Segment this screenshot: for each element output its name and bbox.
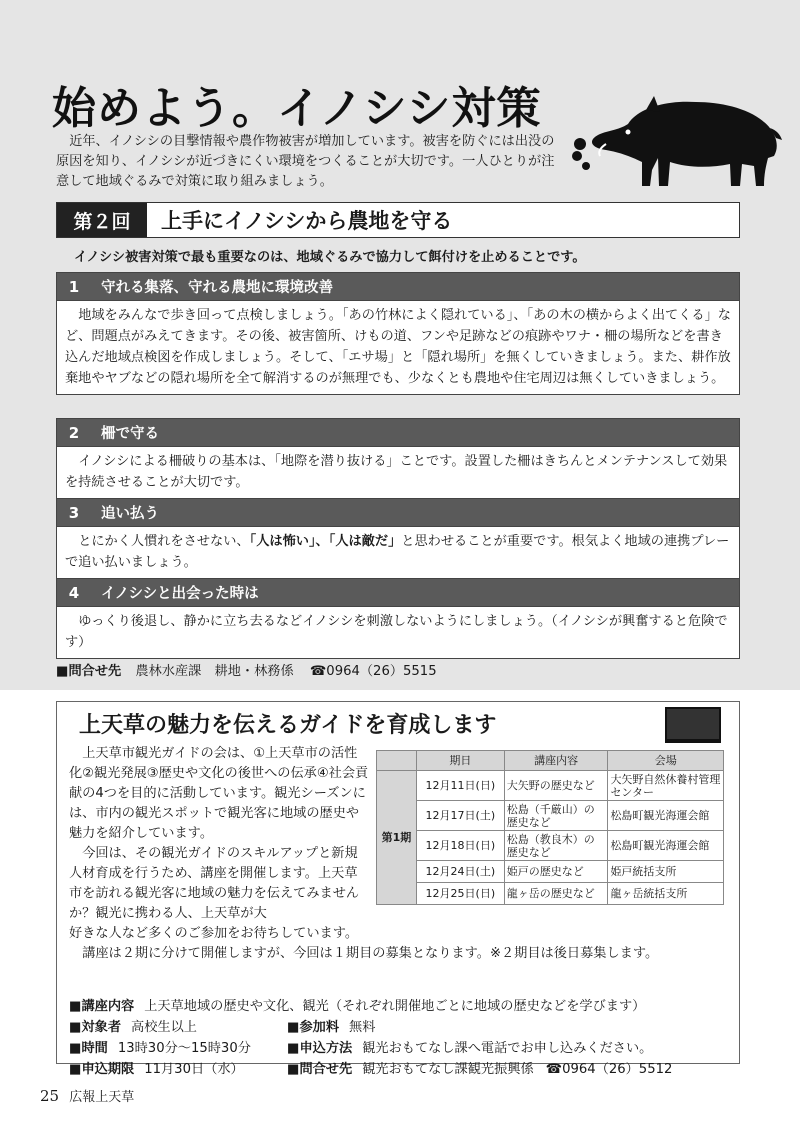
page-number: 25 [40, 1087, 60, 1105]
tip-number: 1 [68, 277, 80, 296]
info-value: 上天草地域の歴史や文化、観光（それぞれ開催地ごとに地域の歴史などを学びます） [144, 999, 646, 1014]
content-cell: 大矢野の歴史など [504, 771, 608, 801]
intro-paragraph: 近年、イノシシの目撃情報や農作物被害が増加しています。被害を防ぐには出没の原因を知り、イノシシが近づきにくい環境をつくることが大切です。一人ひとりが注意して地域ぐるみで対策に取り組みましょう。 [56, 134, 555, 189]
venue-cell: 大矢野自然休養村管理センター [608, 771, 724, 801]
schedule-table [376, 750, 724, 905]
guide-title: 上天草の魅力を伝えるガイドを育成します [79, 713, 497, 738]
table-header-date: 期日 [416, 751, 504, 771]
table-row [377, 801, 724, 831]
course-info [69, 996, 729, 1080]
content-cell: 龍ヶ岳の歴史など [504, 883, 608, 905]
info-label: ■対象者 [69, 1020, 122, 1035]
info-label: ■申込期限 [69, 1062, 135, 1077]
venue-cell: 姫戸統括支所 [608, 861, 724, 883]
tip-box-header [57, 419, 739, 447]
tip-body: イノシシによる柵破りの基本は、「地際を潜り抜ける」ことです。設置した柵はきちんとメンテナンスして効果を持続させることが大切です。 [65, 454, 728, 490]
guide-article [56, 701, 740, 1077]
contact-label: ■問合せ先 [56, 664, 122, 679]
tip-box-2 [56, 418, 740, 499]
info-value: 観光おもてなし課へ電話でお申し込みください。 [362, 1041, 653, 1056]
info-value: 高校生以上 [131, 1020, 197, 1035]
table-row [377, 771, 724, 801]
tip-box-4 [56, 578, 740, 659]
info-row [69, 996, 729, 1017]
section-number: 第２回 [57, 203, 147, 237]
info-value: 13時30分～15時30分 [117, 1041, 251, 1056]
contact-phone: ☎0964（26）5515 [309, 664, 437, 679]
info-value: 観光おもてなし課観光振興係 [362, 1062, 534, 1077]
blackboard-illustration [665, 707, 721, 743]
page-title: 始めよう。イノシシ対策 [52, 83, 542, 134]
section-title: 上手にイノシシから農地を守る [161, 209, 453, 233]
guide-note: 講座は２期に分けて開催しますが、今回は１期目の募集となります。※２期目は後日募集します。 [82, 946, 659, 961]
section-header [56, 202, 740, 238]
tip-number: 4 [68, 583, 80, 602]
table-header-content: 講座内容 [504, 751, 608, 771]
date-cell: 12月25日(日) [416, 883, 504, 905]
tip-body: ゆっくり後退し、静かに立ち去るなどイノシシを刺激しないようにしましょう。（イノシシが興奮すると危険です） [65, 614, 728, 650]
section-lead: イノシシ被害対策で最も重要なのは、地域ぐるみで協力して餌付けを止めることです。 [74, 250, 586, 265]
tip-box-header [57, 499, 739, 527]
contact-info [56, 660, 437, 679]
publication-name: 広報上天草 [69, 1090, 135, 1105]
guide-body-continued [69, 924, 729, 964]
info-label: ■時間 [69, 1041, 108, 1056]
info-label: ■申込方法 [287, 1041, 353, 1056]
tip-number: 2 [68, 423, 80, 442]
tip-box-header [57, 579, 739, 607]
tip-title: 柵で守る [101, 426, 159, 442]
contact-department: 農林水産課 耕地・林務係 [135, 664, 294, 679]
content-cell: 松島（千厳山）の歴史など [504, 801, 608, 831]
table-header-venue: 会場 [608, 751, 724, 771]
tip-title: イノシシと出会った時は [101, 586, 259, 602]
guide-paragraph: 今回は、その観光ガイドのスキルアップと新規人材育成を行うため、講座を開催します。上天草市を訪れる観光客に地域の魅力を伝えてみませんか？観光に携わる人、上天草が大 [69, 846, 360, 921]
date-cell: 12月24日(土) [416, 861, 504, 883]
tip-body-text: と思わせることが重要です。根気よく地域の連携プレーで追い払いましょう。 [65, 534, 730, 570]
info-label: ■参加料 [287, 1020, 340, 1035]
info-label: ■講座内容 [69, 999, 135, 1014]
tip-number: 3 [68, 503, 80, 522]
tip-box-header [57, 273, 739, 301]
wild-boar-illustration [570, 86, 784, 194]
info-phone: ☎0964（26）5512 [545, 1062, 673, 1077]
tip-body [57, 527, 739, 578]
info-row [69, 1059, 729, 1080]
table-row [377, 883, 724, 905]
date-cell: 12月11日(日) [416, 771, 504, 801]
tip-body: 地域をみんなで歩き回って点検しましょう。「あの竹林によく隠れている」、「あの木の横からよく出てくる」など、問題点がみえてきます。その後、被害箇所、けもの道、フンや足跡などの痕跡やワナ・柵の場所などを書き込んだ地域点検図を作成しましょう。そして、「エサ場」と「隠れ場所」を無くしていきましょう。また、耕作放棄地やヤブなどの隠れ場所を全て解消するのが無理でも、少なくとも農地や住宅周辺は無くしていきましょう。 [65, 308, 731, 386]
info-value: 無料 [349, 1020, 376, 1035]
tip-title: 守れる集落、守れる農地に環境改善 [101, 280, 333, 296]
venue-cell: 松島町観光海運会館 [608, 801, 724, 831]
tip-body-emphasis: 「人は怖い」、「人は敵だ」 [249, 534, 402, 549]
date-cell: 12月17日(土) [416, 801, 504, 831]
guide-body [69, 744, 369, 924]
content-cell: 松島（教良木）の歴史など [504, 831, 608, 861]
tip-title: 追い払う [101, 506, 159, 522]
info-label: ■問合せ先 [287, 1062, 353, 1077]
guide-paragraph: 好きな人など多くのご参加をお待ちしています。 [69, 926, 359, 941]
tip-body-text: とにかく人慣れをさせない、 [78, 534, 250, 549]
table-row [377, 861, 724, 883]
info-row [69, 1017, 729, 1038]
guide-paragraph: 上天草市観光ガイドの会は、①上天草市の活性化②観光発展③歴史や文化の後世への伝承④社会貢献の4つを目的に活動しています。観光シーズンには、市内の観光スポットで観光客に地域の歴史や魅力を紹介しています。 [69, 746, 369, 841]
table-header-row [377, 751, 724, 771]
venue-cell: 龍ヶ岳統括支所 [608, 883, 724, 905]
table-header-blank [377, 751, 417, 771]
venue-cell: 松島町観光海運会館 [608, 831, 724, 861]
table-row [377, 831, 724, 861]
page-footer [40, 1086, 134, 1105]
content-cell: 姫戸の歴史など [504, 861, 608, 883]
period-cell: 第1期 [377, 771, 417, 905]
tip-box-3 [56, 498, 740, 579]
date-cell: 12月18日(日) [416, 831, 504, 861]
info-value: 11月30日（水） [144, 1062, 244, 1077]
info-row [69, 1038, 729, 1059]
tip-box-1 [56, 272, 740, 395]
